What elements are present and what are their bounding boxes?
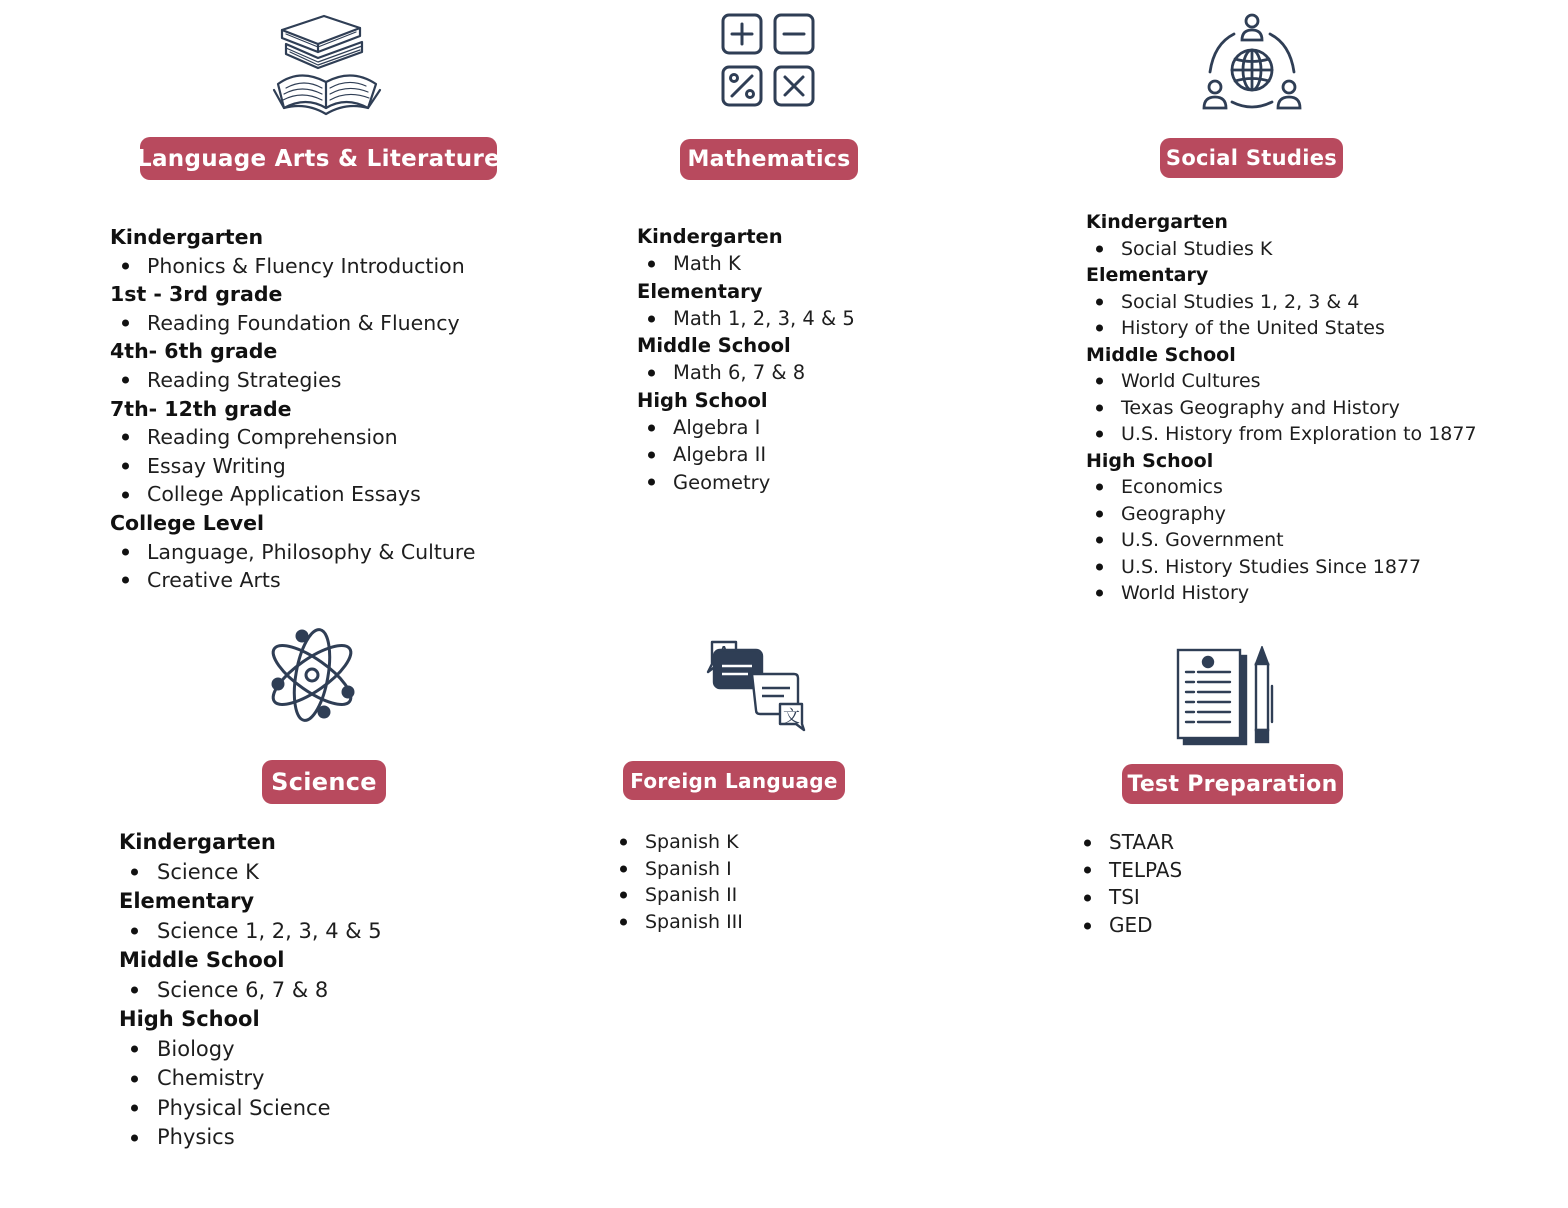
list-item: Language, Philosophy & Culture [147, 538, 476, 567]
group-title: Elementary [119, 889, 255, 913]
list-item: World Cultures [1121, 368, 1477, 395]
group-title: High School [119, 1007, 260, 1031]
globe-people-icon [1200, 12, 1304, 114]
list-item: Phonics & Fluency Introduction [147, 252, 476, 281]
list-item: Economics [1121, 474, 1477, 501]
list-item: Reading Foundation & Fluency [147, 309, 476, 338]
list-item: Biology [157, 1035, 382, 1065]
list-item: U.S. History from Exploration to 1877 [1121, 421, 1477, 448]
list-item: Science 6, 7 & 8 [157, 976, 382, 1006]
list-item: Spanish III [645, 909, 743, 936]
math-operations-icon [720, 12, 818, 108]
group-title: Middle School [1086, 343, 1236, 366]
list-item: Reading Comprehension [147, 423, 476, 452]
list-item: Science K [157, 858, 382, 888]
list-item: Spanish I [645, 856, 743, 883]
list-item: College Application Essays [147, 480, 476, 509]
section-title-social-studies: Social Studies [1160, 138, 1343, 178]
list-item: Essay Writing [147, 452, 476, 481]
list-item: Texas Geography and History [1121, 395, 1477, 422]
translation-char: 文 [783, 707, 800, 727]
group-title: Middle School [119, 948, 285, 972]
list-item: Science 1, 2, 3, 4 & 5 [157, 917, 382, 947]
list-item: Physical Science [157, 1094, 382, 1124]
group-title: 1st - 3rd grade [110, 282, 283, 307]
group-title: Elementary [1086, 264, 1209, 286]
section-title-language-arts: Language Arts & Literature [140, 137, 497, 180]
group-title: 4th- 6th grade [110, 339, 278, 364]
group-title: Kindergarten [637, 225, 783, 248]
translation-icon [704, 638, 808, 732]
list-item: U.S. Government [1121, 527, 1477, 554]
group-title: Elementary [637, 279, 763, 303]
list-item: Reading Strategies [147, 366, 476, 395]
exam-document-icon [1174, 646, 1280, 748]
list-item: Geometry [673, 469, 855, 496]
list-item: TELPAS [1109, 857, 1182, 885]
atom-icon [262, 626, 362, 724]
list-item: Creative Arts [147, 566, 476, 595]
group-title: College Level [110, 510, 265, 535]
foreign-language-list [620, 829, 743, 935]
section-title-test-preparation: Test Preparation [1122, 764, 1343, 804]
group-title: Middle School [637, 334, 791, 358]
group-title: Kindergarten [110, 225, 264, 249]
section-title-mathematics: Mathematics [680, 139, 858, 180]
books-icon [270, 10, 386, 118]
group-title: Kindergarten [119, 830, 276, 854]
list-item: History of the United States [1121, 315, 1477, 342]
list-item: Math 1, 2, 3, 4 & 5 [673, 305, 855, 332]
test-preparation-list [1084, 829, 1182, 939]
list-item: World History [1121, 580, 1477, 607]
list-item: Algebra II [673, 441, 855, 468]
list-item: Spanish K [645, 829, 743, 856]
group-title: High School [637, 388, 768, 412]
science-list [119, 828, 382, 1153]
list-item: TSI [1109, 884, 1182, 912]
list-item: Math 6, 7 & 8 [673, 359, 855, 386]
list-item: Math K [673, 250, 855, 277]
group-title: High School [1086, 449, 1214, 472]
list-item: STAAR [1109, 829, 1182, 857]
list-item: Social Studies 1, 2, 3 & 4 [1121, 289, 1477, 316]
list-item: Social Studies K [1121, 236, 1477, 263]
language-arts-list [110, 223, 476, 595]
list-item: Chemistry [157, 1064, 382, 1094]
mathematics-list [637, 223, 855, 496]
section-title-science: Science [262, 760, 386, 804]
section-title-foreign-language: Foreign Language [623, 761, 845, 800]
list-item: GED [1109, 912, 1182, 940]
list-item: Algebra I [673, 414, 855, 441]
list-item: Physics [157, 1123, 382, 1153]
list-item: U.S. History Studies Since 1877 [1121, 554, 1477, 581]
group-title: 7th- 12th grade [110, 396, 292, 421]
group-title: Kindergarten [1086, 211, 1228, 233]
list-item: Spanish II [645, 882, 743, 909]
social-studies-list [1086, 209, 1477, 607]
list-item: Geography [1121, 501, 1477, 528]
